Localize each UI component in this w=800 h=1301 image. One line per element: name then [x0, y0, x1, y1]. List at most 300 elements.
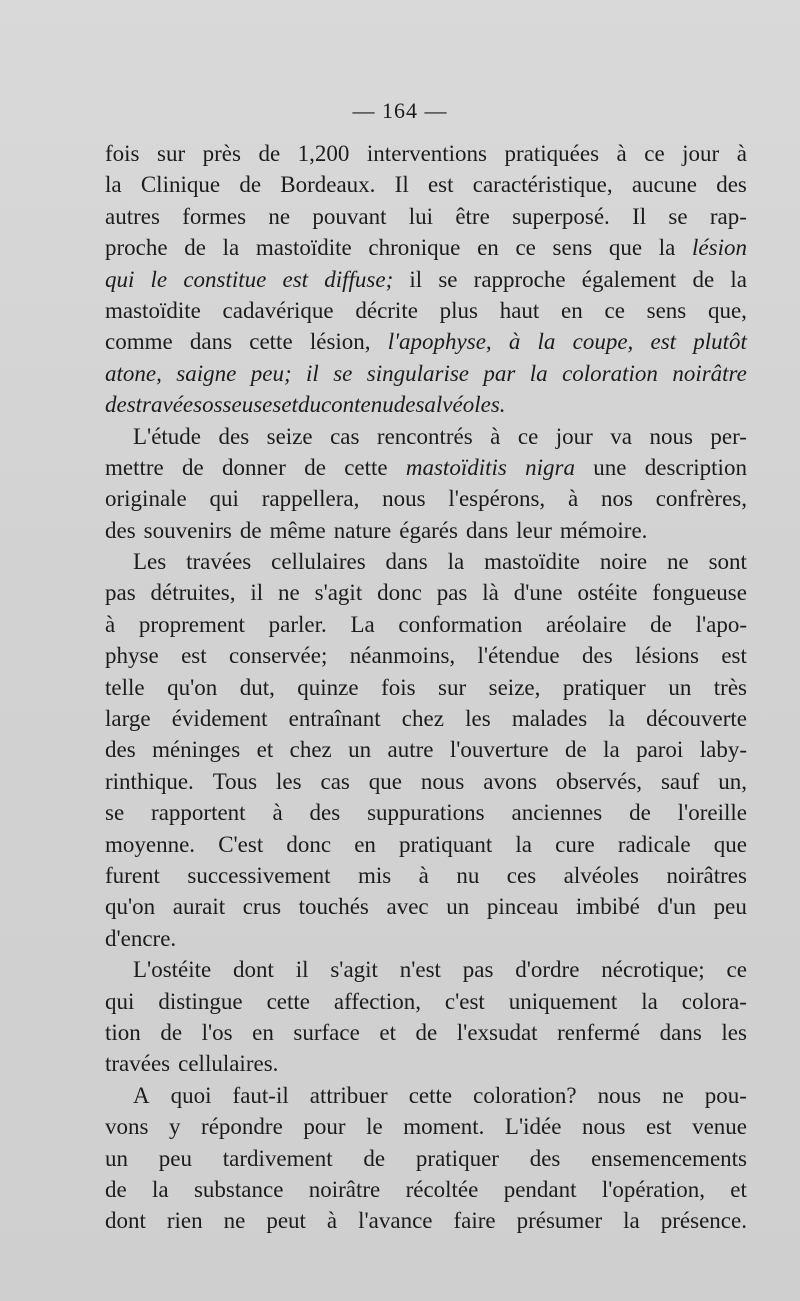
word: qui [105, 266, 135, 292]
word: cette [408, 1082, 453, 1108]
word: les [276, 768, 302, 794]
word: de [363, 1145, 386, 1171]
word: La [350, 611, 375, 637]
word: rencontrés [376, 423, 473, 449]
text-line [105, 860, 747, 891]
word: une [593, 454, 627, 480]
word: seize [266, 423, 313, 449]
word: rinthique. [105, 768, 194, 794]
word: pratiquées [504, 141, 600, 166]
word: pratiquer [562, 674, 646, 700]
word: pouvant [312, 203, 387, 229]
word: très [713, 674, 747, 700]
word: dans [189, 329, 233, 355]
word: ne [278, 580, 300, 606]
word: de [105, 1176, 127, 1202]
word: quoi [170, 1082, 212, 1108]
word: se [333, 360, 353, 386]
word: rien [166, 1208, 203, 1234]
text-line [105, 734, 747, 765]
word: ostéite [577, 580, 638, 606]
word: originale [105, 486, 187, 512]
word: coupe, [572, 329, 634, 355]
word: leur [516, 517, 552, 543]
word: des [218, 423, 250, 449]
word: saigne [176, 360, 237, 386]
word: ce [515, 235, 536, 261]
word: osseuses [202, 392, 282, 418]
word: en [252, 1019, 274, 1045]
word: peu [158, 1145, 192, 1171]
word: des [393, 392, 425, 418]
word: va [610, 423, 632, 449]
word: constitue [183, 266, 267, 292]
word: Il [394, 172, 409, 198]
word: jour [555, 423, 593, 449]
word: qui [105, 988, 135, 1014]
word: conformation [398, 611, 523, 637]
word: sens [646, 297, 687, 323]
word: noire [599, 549, 648, 575]
word: la [515, 831, 533, 857]
word: dans [465, 517, 509, 543]
word: nous [581, 1114, 626, 1140]
word: du [297, 392, 321, 418]
word: ces [506, 862, 537, 888]
text-line [105, 797, 747, 828]
text-line [105, 264, 747, 295]
word: pratiquant [399, 831, 493, 857]
word: que [713, 831, 747, 857]
word: évidement [171, 706, 268, 732]
word: y [169, 1114, 181, 1140]
word: la [152, 1176, 169, 1202]
word: se [438, 266, 458, 292]
word: aurait [172, 894, 226, 920]
page-number: — 164 — [352, 98, 448, 123]
word: par [483, 360, 516, 386]
word: faire [453, 1208, 496, 1234]
word: donc [377, 580, 422, 606]
word: mis [357, 862, 392, 888]
word: peut [266, 1208, 306, 1234]
word: interventions [366, 141, 488, 166]
word: mastoïditis [405, 454, 507, 480]
word: tion [105, 1019, 141, 1045]
word: laby- [699, 737, 747, 763]
word: sauf [660, 768, 700, 794]
word: aréolaire [546, 611, 627, 637]
word: d'encre. [105, 925, 177, 951]
word: un [668, 674, 692, 700]
text-line [105, 986, 747, 1017]
word: de [258, 141, 281, 166]
word: l'os [201, 1019, 233, 1045]
word: paroi [636, 737, 684, 763]
word: ne [662, 1082, 684, 1108]
word: la [537, 329, 556, 355]
word: des [105, 517, 136, 543]
word: que, [707, 297, 747, 323]
word: n'est [399, 957, 441, 983]
word: décrite [355, 297, 418, 323]
body-text [105, 138, 747, 1237]
word: méninges [152, 737, 241, 763]
word: noirâtre [308, 1176, 381, 1202]
word: alvéoles [563, 862, 639, 888]
word: présence. [660, 1208, 747, 1234]
word: à [567, 486, 579, 512]
word: de [692, 266, 715, 292]
word: de [239, 172, 262, 198]
word: dont [233, 957, 274, 983]
word: alvéoles. [424, 392, 506, 418]
text-line [105, 546, 747, 577]
word: l'espérons, [448, 486, 546, 512]
word: est [282, 266, 309, 292]
word: radicale [617, 831, 691, 857]
word: lui [408, 203, 434, 229]
word: plutôt [693, 329, 747, 355]
text-line [105, 1143, 747, 1174]
word: chronique [368, 235, 461, 261]
word: récoltée [405, 1176, 479, 1202]
word: un, [718, 768, 747, 794]
word: lésion [692, 235, 747, 261]
word: de [304, 454, 326, 480]
word: de [650, 611, 672, 637]
word: être [455, 203, 490, 229]
word: de [564, 737, 587, 763]
text-line [105, 829, 747, 860]
word: fongueuse [652, 580, 747, 606]
word: nu [456, 862, 480, 888]
word: d'une [513, 580, 563, 606]
word: travées [105, 1051, 171, 1077]
text-line [105, 421, 747, 452]
word: dans [659, 1019, 702, 1045]
word: C'est [218, 831, 264, 857]
text-line [105, 515, 747, 546]
word: un [348, 737, 372, 763]
word: nous [597, 1082, 642, 1108]
word: contenu [320, 392, 394, 418]
word: mémoire. [559, 517, 648, 543]
word: observés, [555, 768, 643, 794]
text-line [105, 923, 747, 954]
word: large [105, 706, 151, 732]
word: les [465, 706, 491, 732]
word: la [730, 266, 747, 292]
word: cas [330, 423, 360, 449]
word: peu; [250, 360, 292, 386]
word: jour [682, 141, 720, 166]
text-line [105, 483, 747, 514]
word: la [447, 549, 465, 575]
text-line [105, 672, 747, 703]
word: détruites, [150, 580, 236, 606]
word: ce [726, 957, 747, 983]
word: ne [666, 549, 689, 575]
word: quinze [297, 674, 359, 700]
word: 1,200 [297, 141, 350, 166]
word: est [181, 643, 207, 669]
word: cas [320, 768, 350, 794]
word: confrères, [655, 486, 747, 512]
word: la [603, 737, 620, 763]
word: à [736, 141, 747, 166]
word: affection, [333, 988, 421, 1014]
word: rap- [709, 203, 747, 229]
word: qu'on [105, 894, 156, 920]
word: ensemencements [591, 1145, 747, 1171]
text-line [105, 640, 747, 671]
word: Clinique [140, 172, 221, 198]
word: à [616, 141, 627, 166]
word: donc [286, 831, 332, 857]
text-line [105, 609, 747, 640]
word: la [608, 706, 625, 732]
word: tardivement [222, 1145, 333, 1171]
word: des [309, 800, 341, 826]
word: haut [499, 297, 540, 323]
word: en [354, 831, 376, 857]
word: physe [105, 643, 159, 669]
word: à [490, 423, 501, 449]
word: pas [462, 957, 494, 983]
word: des [716, 172, 747, 198]
word: pratiquer [415, 1145, 499, 1171]
word: à [105, 611, 116, 637]
word: et [379, 1019, 396, 1045]
word: également [581, 266, 677, 292]
word: travées [186, 549, 252, 575]
word: et [730, 1176, 747, 1202]
word: à [508, 329, 521, 355]
word: nécrotique; [601, 957, 705, 983]
word: cette [344, 454, 388, 480]
word: ce [517, 423, 539, 449]
word: souvenirs [143, 517, 232, 543]
word: mastoïdite [484, 549, 580, 575]
text-line [105, 169, 747, 200]
word: colora- [681, 988, 747, 1014]
word: la [222, 235, 240, 261]
word: faut-il [232, 1082, 289, 1108]
word: des [582, 643, 613, 669]
word: furent [105, 862, 160, 888]
word: en [561, 297, 583, 323]
text-line [105, 1174, 747, 1205]
word: sur [157, 141, 186, 166]
word: l'oreille [677, 800, 747, 826]
word: répondre [201, 1114, 283, 1140]
word: diffuse; [324, 266, 394, 292]
text-line [105, 389, 747, 420]
word: distingue [158, 988, 243, 1014]
word: la [105, 172, 122, 198]
word: uniquement [508, 988, 618, 1014]
word: lésions [635, 643, 699, 669]
word: attribuer [309, 1082, 388, 1108]
word: des [529, 1145, 561, 1171]
word: l'apophyse, [387, 329, 492, 355]
word: conservée; [229, 643, 328, 669]
word: proche [105, 235, 168, 261]
word: imbibé [575, 894, 640, 920]
word: Il [632, 203, 647, 229]
word: rapportent [151, 800, 246, 826]
word: qui [209, 486, 239, 512]
word: rapproche [473, 266, 566, 292]
word: il [306, 360, 319, 386]
word: vons [105, 1114, 149, 1140]
text-line [105, 1111, 747, 1142]
word: Tous [212, 768, 258, 794]
word: venue [692, 1114, 747, 1140]
word: est [427, 172, 454, 198]
word: formes [182, 203, 247, 229]
word: égarés [399, 517, 458, 543]
word: l'apo- [695, 611, 747, 637]
word: lésion, [309, 329, 371, 355]
word: parler. [268, 611, 327, 637]
word: touchés [298, 894, 369, 920]
word: telle [105, 674, 145, 700]
word: mastoïdite [255, 235, 352, 261]
word: donner [222, 454, 286, 480]
word: L'ostéite [133, 957, 212, 983]
word: cadavérique [222, 297, 334, 323]
word: près [202, 141, 241, 166]
word: que [368, 768, 402, 794]
word: mettre [105, 454, 164, 480]
text-line [105, 954, 747, 985]
word: l'exsudat [456, 1019, 538, 1045]
word: cette [249, 329, 293, 355]
word: la [623, 1208, 640, 1234]
word: que [608, 235, 643, 261]
word: chez [401, 706, 444, 732]
word: cure [555, 831, 595, 857]
word: d'un [657, 894, 697, 920]
word: de [184, 235, 206, 261]
word: de [160, 1019, 183, 1045]
word: l'ouverture [449, 737, 549, 763]
text-line [105, 138, 747, 169]
text-line [105, 1080, 747, 1111]
word: Les [133, 549, 167, 575]
word: la [641, 988, 658, 1014]
word: moment. [403, 1114, 485, 1140]
word: il [295, 957, 309, 983]
word: pas [105, 580, 136, 606]
word: c'est [444, 988, 485, 1014]
word: cellulaires. [178, 1051, 279, 1077]
text-line [105, 1205, 747, 1236]
word: comme [105, 329, 173, 355]
word: la [529, 360, 548, 386]
word: est [650, 329, 677, 355]
word: A [133, 1082, 150, 1108]
word: découverte [646, 706, 747, 732]
word: un [105, 1145, 128, 1171]
word: cellulaires [271, 549, 366, 575]
word: là [482, 580, 499, 606]
word: noirâtre [672, 360, 747, 386]
word: aucune [631, 172, 697, 198]
word: entraînant [288, 706, 381, 732]
word: nature [333, 517, 392, 543]
word: mastoïdite [105, 297, 201, 323]
word: Bordeaux. [280, 172, 376, 198]
word: se [105, 800, 125, 826]
word: de [629, 800, 651, 826]
text-line [105, 232, 747, 263]
word: moyenne. [105, 831, 196, 857]
word: à [326, 1208, 338, 1234]
text-line [105, 295, 747, 326]
word: pas [436, 580, 468, 606]
word: et [256, 737, 274, 763]
word: ce [644, 141, 665, 166]
word: un [446, 894, 470, 920]
word: la [658, 235, 676, 261]
word: le [150, 266, 168, 292]
word: coloration? [473, 1082, 577, 1108]
text-line [105, 326, 747, 357]
word: qu'on [167, 674, 218, 700]
text-line [105, 201, 747, 232]
word: nous [420, 768, 465, 794]
word: des [105, 392, 136, 418]
word: d'ordre [515, 957, 580, 983]
word: noirâtres [666, 862, 747, 888]
word: néanmoins, [349, 643, 456, 669]
word: il [250, 580, 264, 606]
word: singularise [366, 360, 470, 386]
word: malades [511, 706, 588, 732]
word: fois [105, 141, 140, 166]
word: les [721, 1019, 747, 1045]
word: description [644, 454, 747, 480]
word: L'idée [504, 1114, 562, 1140]
word: nos [600, 486, 633, 512]
word: chez [289, 737, 332, 763]
word: l'avance [358, 1208, 433, 1234]
word: pour [303, 1114, 346, 1140]
word: successivement [187, 862, 331, 888]
text-line [105, 766, 747, 797]
word: de [239, 517, 262, 543]
word: sur [438, 674, 467, 700]
word: de [182, 454, 204, 480]
word: atone, [105, 360, 162, 386]
word: est [645, 1114, 672, 1140]
text-line [105, 452, 747, 483]
word: à [418, 862, 429, 888]
text-line [105, 1048, 747, 1079]
text-line [105, 358, 747, 389]
word: caractéristique, [472, 172, 613, 198]
word: suppurations [367, 800, 485, 826]
word: dut, [239, 674, 275, 700]
word: se [668, 203, 688, 229]
text-line [105, 577, 747, 608]
word: pinceau [486, 894, 559, 920]
word: présumer [516, 1208, 603, 1234]
word: peu [713, 894, 747, 920]
